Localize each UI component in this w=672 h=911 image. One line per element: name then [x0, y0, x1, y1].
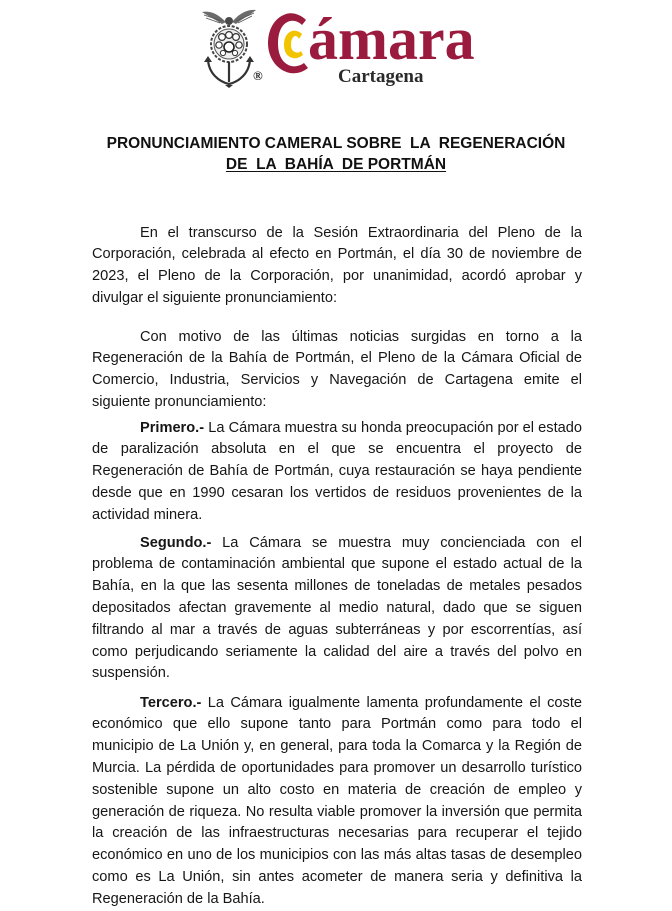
- point-segundo: [92, 533, 582, 686]
- point-primero-lead: Primero.-: [140, 419, 205, 436]
- point-segundo-lead: Segundo.-: [140, 534, 212, 551]
- brand-city: Cartagena: [338, 66, 424, 87]
- chamber-emblem-anchor-icon: [198, 6, 260, 88]
- point-primero-text: La Cámara muestra su honda preocupación por el estado de paralización absoluta en el que se encuentra el proyecto de Regeneración de Bahía de Portmán, cuya restauración se haya pendiente desde que en 1990 cesaran los vertidos de residuos provenientes de la actividad minera.: [92, 419, 582, 523]
- brand-name: ámara: [308, 6, 475, 72]
- document-title-line-2-text: DE LA BAHÍA DE PORTMÁN: [225, 156, 447, 173]
- point-tercero-text: La Cámara igualmente lamenta profundamente el coste económico que ello supone tanto para Portmán como para todo el municipio de La Unión y, en general, para toda la Comarca y la Región de Murcia. La pérdida de oportunidades para promover un desarrollo turístico sostenible supone un alto costo en materia de creación de empleo y generación de riqueza. No resulta viable promover la inversión que permita la creación de las infraestructuras necesarias para recuperar el tejido económico en uno de los municipios con las más altas tasas de desempleo como es La Unión, sin antes acometer de manera seria y definitiva la Regeneración de la Bahía.: [92, 694, 582, 907]
- document-title-line-2: [0, 154, 672, 175]
- document-title-line-1: PRONUNCIAMIENTO CAMERAL SOBRE LA REGENERACIÓN: [106, 135, 566, 152]
- brand-c-icon: [266, 10, 312, 76]
- camara-cartagena-logo: [198, 6, 488, 92]
- registered-trademark-mark: ®: [253, 68, 263, 83]
- motive-paragraph: [92, 327, 582, 414]
- intro-paragraph-text: En el transcurso de la Sesión Extraordinaria del Pleno de la Corporación, celebrada al efecto en Portmán, el día 30 de noviembre de 2023, el Pleno de la Corporación, por unanimidad, acordó aprobar y divulgar el siguiente pronunciamiento:: [92, 224, 582, 306]
- point-primero: [92, 418, 582, 527]
- point-segundo-text: La Cámara se muestra muy concienciada con el problema de contaminación ambiental que supone el estado actual de la Bahía, en la que las sesenta millones de toneladas de metales pesados depositados afectan gravemente al medio natural, dado que se siguen filtrando al mar a través de aguas subterráneas y por escorrentías, así como perjudicando seriamente la calidad del aire a través del polvo en suspensión.: [92, 534, 582, 682]
- motive-paragraph-text: Con motivo de las últimas noticias surgidas en torno a la Regeneración de la Bahía de Portmán, el Pleno de la Cámara Oficial de Comercio, Industria, Servicios y Navegación de Cartagena emite el siguiente pronunciamiento:: [92, 328, 582, 410]
- intro-paragraph: [92, 223, 582, 310]
- point-tercero: [92, 693, 582, 911]
- point-tercero-lead: Tercero.-: [140, 694, 202, 711]
